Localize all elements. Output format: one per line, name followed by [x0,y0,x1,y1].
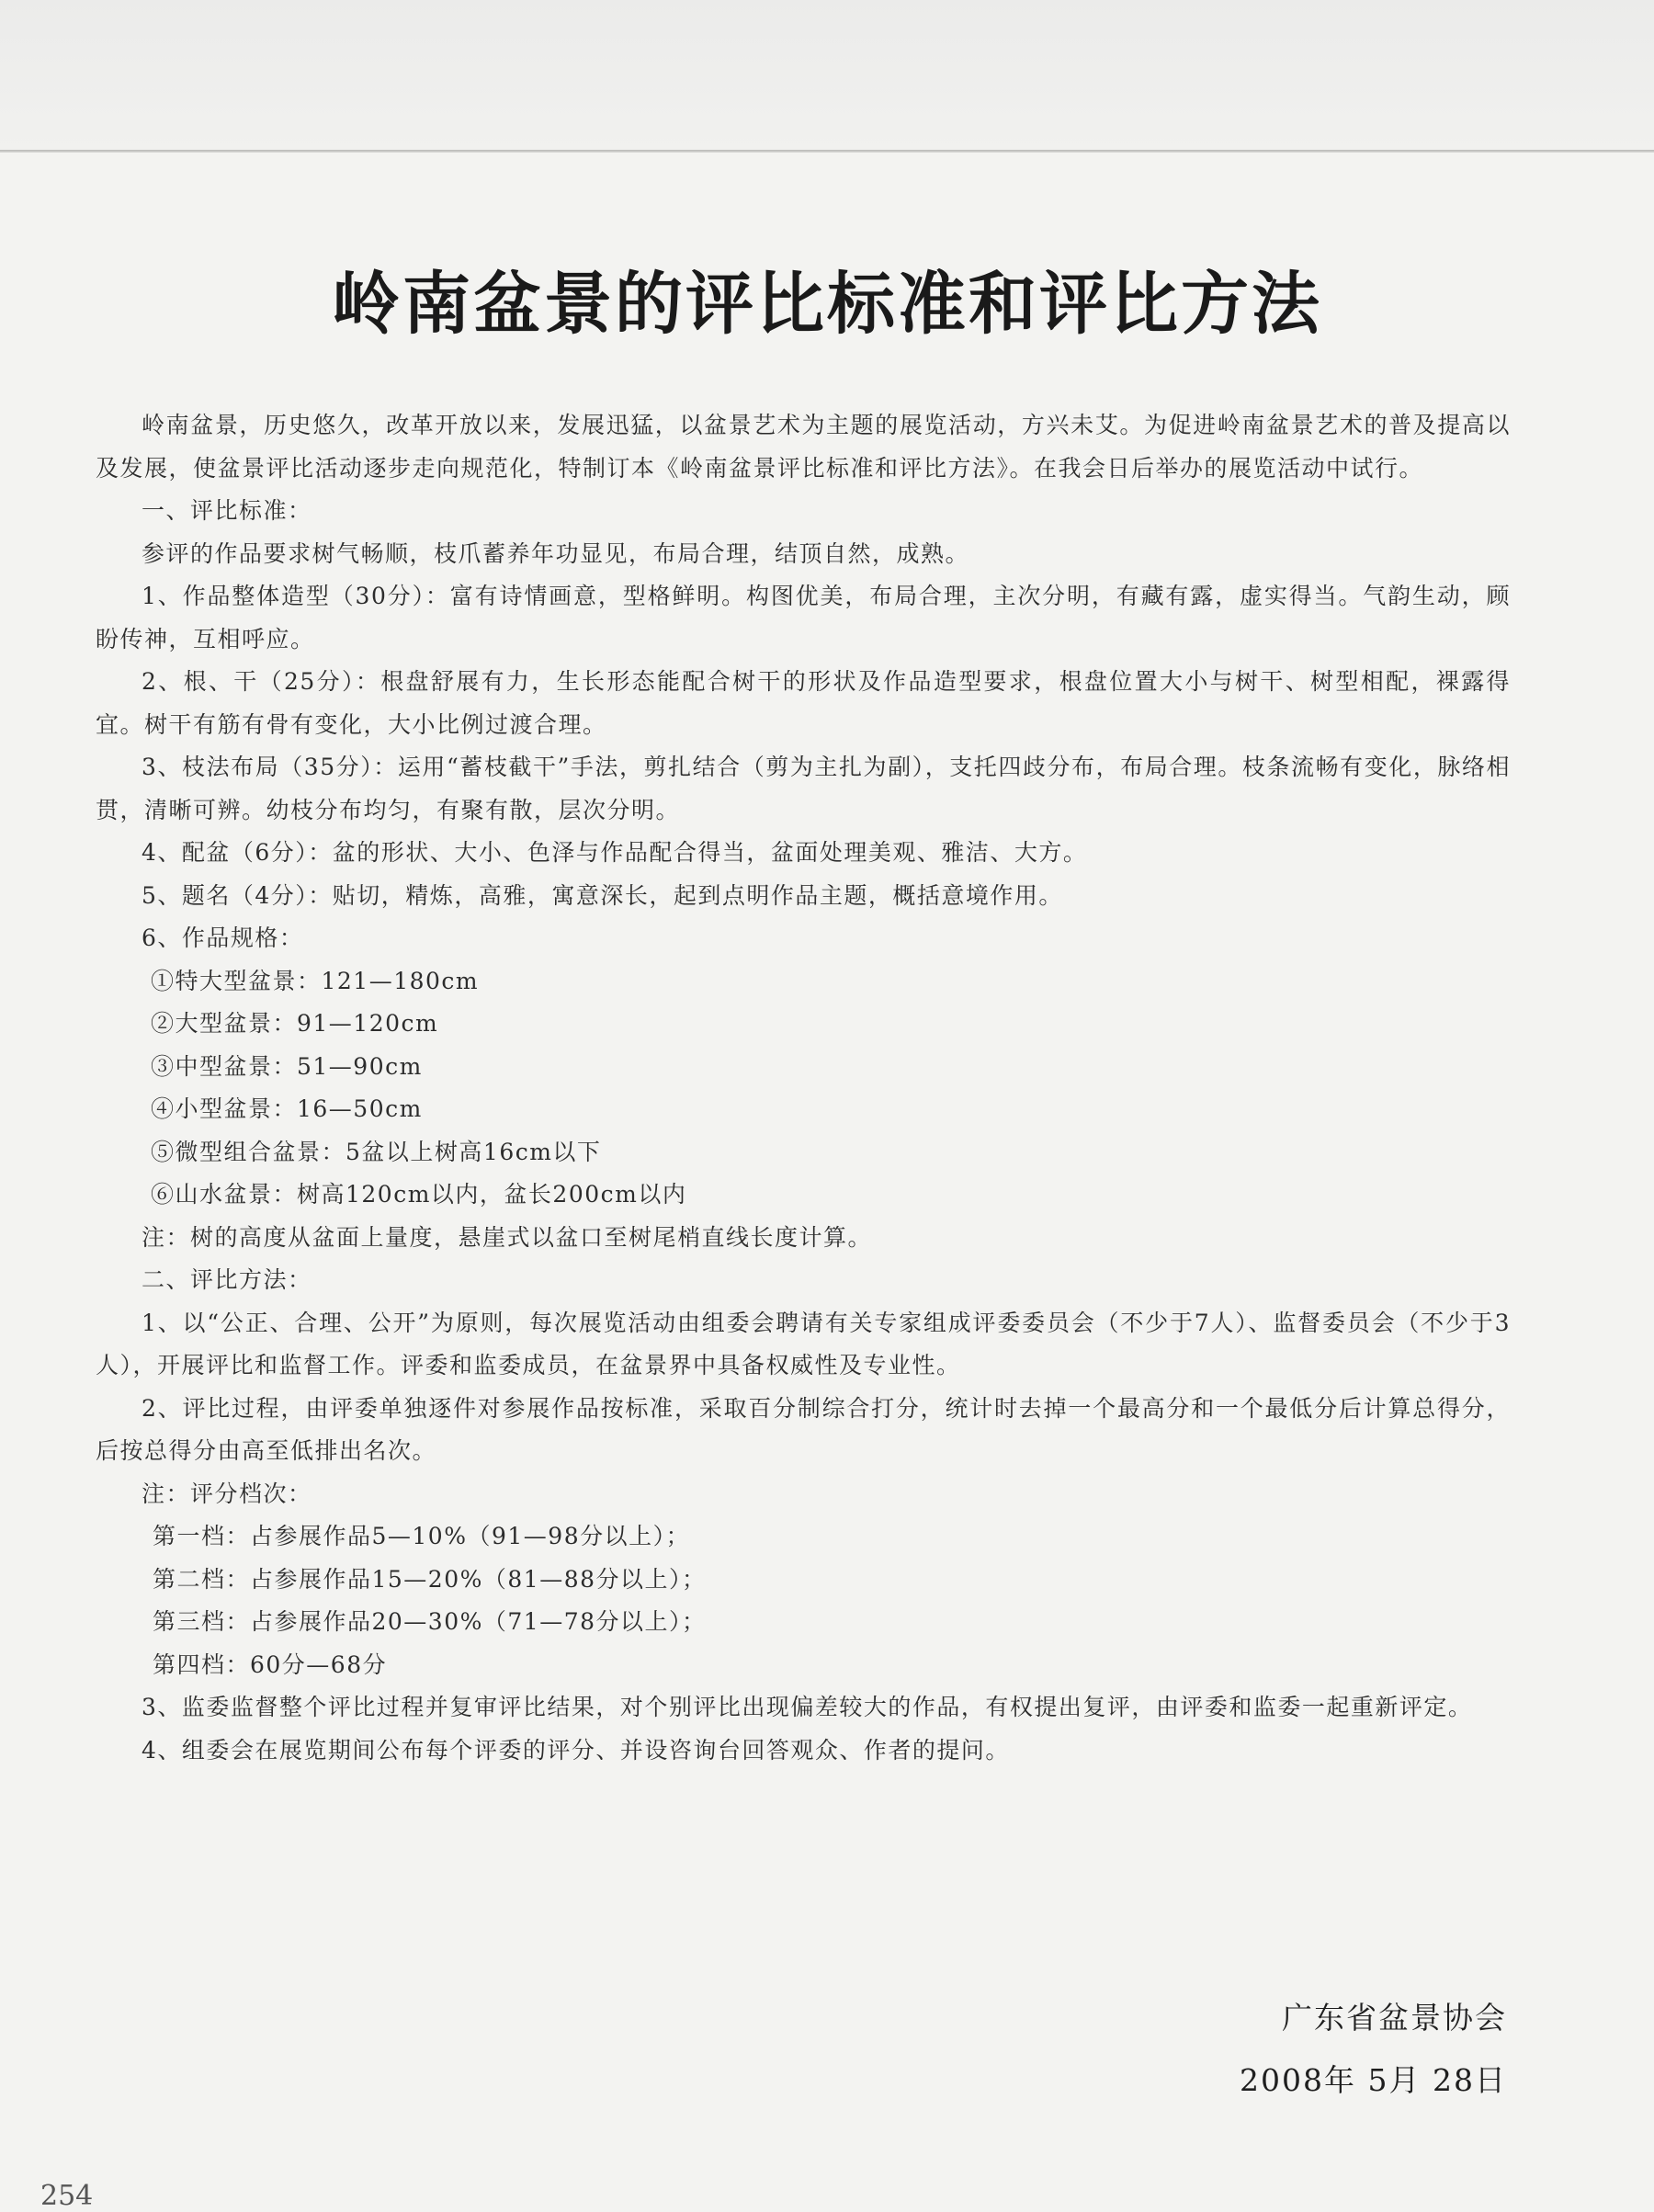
spec-item: ⑥山水盆景：树高120cm以内，盆长200cm以内 [151,1181,687,1208]
page-title: 岭南盆景的评比标准和评比方法 [332,265,1322,344]
grade-item: 第三档：占参展作品20—30%（71—78分以上）； [153,1608,707,1635]
document-body [96,404,1511,1772]
spec-item: ①特大型盆景：121—180cm [151,967,480,994]
page-number: 254 [40,2180,94,2212]
method-item: 1、以“公正、合理、公开”为原则，每次展览活动由组委会聘请有关专家组成评委委员会（不少于7人）、监督委员会（不少于3人），开展评比和监督工作。评委和监委成员，在盆景界中具备权威性及专业性。 [96,1309,1511,1378]
intro-paragraph: 岭南盆景，历史悠久，改革开放以来，发展迅猛，以盆景艺术为主题的展览活动，方兴未艾。为促进岭南盆景艺术的普及提高以及发展，使盆景评比活动逐步走向规范化，特制订本《岭南盆景评比标准和评比方法》。在我会日后举办的展览活动中试行。 [96,412,1511,482]
criterion-item: 6、作品规格： [142,925,304,951]
spec-item: ④小型盆景：16—50cm [151,1095,423,1122]
criteria-lead: 参评的作品要求树气畅顺，枝爪蓄养年功显见，布局合理，结顶自然，成熟。 [142,539,970,567]
signature-date: 2008年 5月 28日 [1240,2062,1507,2098]
page-edge [0,150,1654,153]
spec-note: 注：树的高度从盆面上量度，悬崖式以盆口至树尾梢直线长度计算。 [142,1223,873,1251]
criterion-item: 4、配盆（6分）：盆的形状、大小、色泽与作品配合得当，盆面处理美观、雅洁、大方。 [142,839,1088,866]
spec-item: ③中型盆景：51—90cm [151,1052,423,1080]
signature-organization: 广东省盆景协会 [1282,2000,1507,2036]
criterion-item: 2、根、干（25分）：根盘舒展有力，生长形态能配合树干的形状及作品造型要求，根盘位置大小与树干、树型相配，裸露得宜。树干有筋有骨有变化，大小比例过渡合理。 [96,668,1511,738]
spec-item: ②大型盆景：91—120cm [151,1010,439,1037]
grade-item: 第二档：占参展作品15—20%（81—88分以上）； [153,1565,707,1593]
page-top-strip [0,0,1654,152]
method-item: 3、监委监督整个评比过程并复审评比结果，对个别评比出现偏差较大的作品，有权提出复评，由评委和监委一起重新评定。 [142,1694,1473,1720]
criterion-item: 3、枝法布局（35分）：运用“蓄枝截干”手法，剪扎结合（剪为主扎为副），支托四歧分布，布局合理。枝条流畅有变化，脉络相贯，清晰可辨。幼枝分布均匀，有聚有散，层次分明。 [96,754,1511,823]
spec-item: ⑤微型组合盆景：5盆以上树高16cm以下 [151,1138,602,1165]
method-item: 4、组委会在展览期间公布每个评委的评分、并设咨询台回答观众、作者的提问。 [142,1736,1010,1764]
grade-item: 第四档：60分—68分 [153,1650,388,1678]
method-item: 2、评比过程，由评委单独逐件对参展作品按标准，采取百分制综合打分，统计时去掉一个最高分和一个最低分后计算总得分，后按总得分由高至低排出名次。 [96,1394,1511,1464]
criterion-item: 5、题名（4分）：贴切，精炼，高雅，寓意深长，起到点明作品主题，概括意境作用。 [142,881,1063,909]
section-heading-criteria: 一、评比标准： [142,497,312,524]
grade-item: 第一档：占参展作品5—10%（91—98分以上）； [153,1523,691,1549]
criterion-item: 1、作品整体造型（30分）：富有诗情画意，型格鲜明。构图优美，布局合理，主次分明，有藏有露，虚实得当。气韵生动，顾盼传神，互相呼应。 [96,583,1511,652]
grade-note: 注：评分档次： [142,1480,312,1507]
section-heading-method: 二、评比方法： [142,1266,312,1293]
